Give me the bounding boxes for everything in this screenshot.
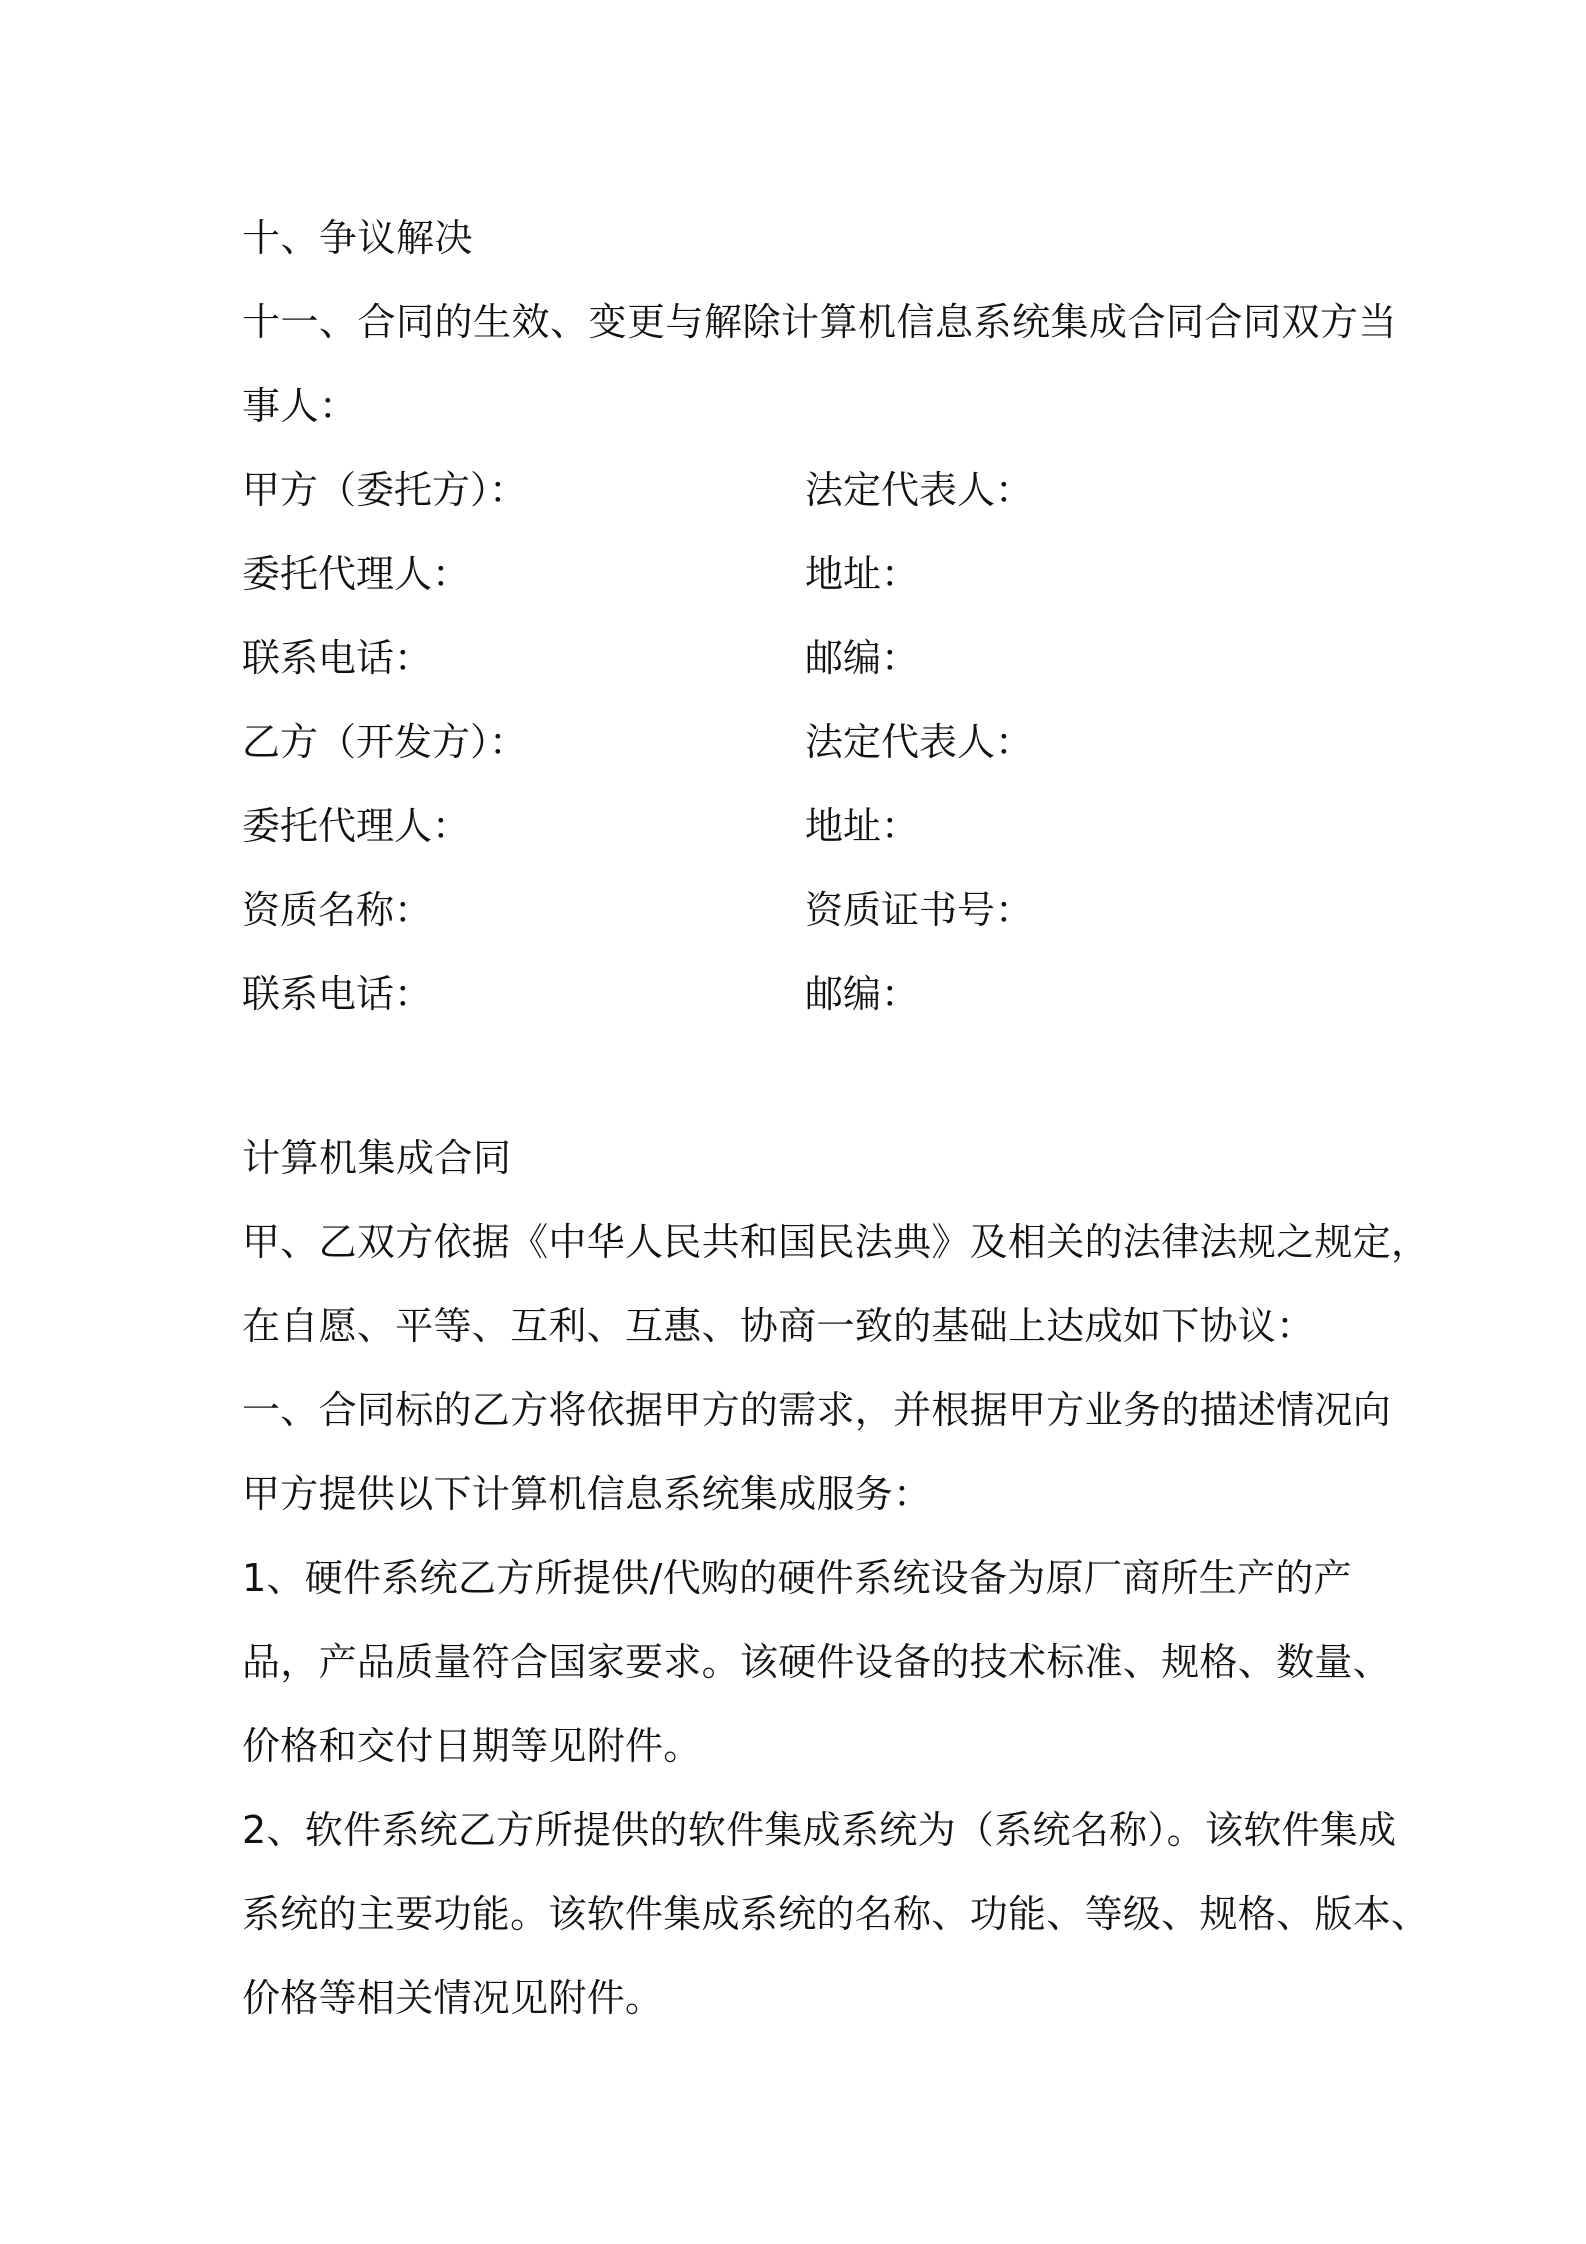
document-body	[242, 196, 1430, 2040]
paragraph-line: 甲、乙双方依据《中华人民共和国民法典》及相关的法律法规之规定，	[242, 1220, 1430, 1264]
paragraph-line: 价格和交付日期等见附件。	[242, 1724, 702, 1768]
heading-dispute-resolution: 十、争议解决	[242, 216, 474, 260]
party-b-certificate-label: 资质证书号：	[805, 888, 1034, 932]
paragraph-line: 在自愿、平等、互利、互惠、协商一致的基础上达成如下协议：	[242, 1304, 1315, 1348]
intro-paragraph	[242, 1200, 1430, 1368]
party-row	[242, 700, 1352, 784]
paragraph-line: 甲方提供以下计算机信息系统集成服务：	[242, 1472, 932, 1516]
contract-title: 计算机集成合同	[242, 1136, 512, 1180]
item-2-software-paragraph	[242, 1788, 1430, 2040]
party-row	[242, 868, 1352, 952]
party-a-legal-rep-label: 法定代表人：	[805, 468, 1034, 512]
party-b-phone-label: 联系电话：	[242, 972, 433, 1016]
heading-contract-effect	[242, 280, 1398, 448]
party-a-agent-label: 委托代理人：	[242, 552, 471, 596]
heading-contract-effect-line: 事人：	[242, 384, 358, 428]
party-a-phone-label: 联系电话：	[242, 636, 433, 680]
party-a-name-label: 甲方（委托方）：	[242, 468, 528, 512]
paragraph-line: 一、合同标的乙方将依据甲方的需求，并根据甲方业务的描述情况向	[242, 1388, 1392, 1432]
item-1-hardware-paragraph	[242, 1536, 1392, 1788]
party-row	[242, 448, 1352, 532]
party-b-postcode-label: 邮编：	[805, 972, 920, 1016]
parties-info-grid	[242, 448, 1352, 1036]
party-row	[242, 784, 1352, 868]
paragraph-line: 品，产品质量符合国家要求。该硬件设备的技术标准、规格、数量、	[242, 1640, 1392, 1684]
party-b-agent-label: 委托代理人：	[242, 804, 471, 848]
party-a-address-label: 地址：	[805, 552, 920, 596]
paragraph-line: 1、硬件系统乙方所提供/代购的硬件系统设备为原厂商所生产的产	[242, 1556, 1352, 1600]
paragraph-line: 2、软件系统乙方所提供的软件集成系统为（系统名称）。该软件集成	[242, 1808, 1397, 1852]
section-spacer	[242, 1036, 1352, 1116]
clause-1-paragraph	[242, 1368, 1392, 1536]
paragraph-line: 价格等相关情况见附件。	[242, 1976, 664, 2020]
paragraph-line: 系统的主要功能。该软件集成系统的名称、功能、等级、规格、版本、	[242, 1892, 1430, 1936]
party-b-address-label: 地址：	[805, 804, 920, 848]
party-row	[242, 952, 1352, 1036]
party-b-legal-rep-label: 法定代表人：	[805, 720, 1034, 764]
heading-contract-effect-line: 十一、合同的生效、变更与解除计算机信息系统集成合同合同双方当	[242, 300, 1398, 344]
party-b-name-label: 乙方（开发方）：	[242, 720, 528, 764]
party-row	[242, 532, 1352, 616]
party-row	[242, 616, 1352, 700]
party-b-qualification-label: 资质名称：	[242, 888, 433, 932]
party-a-postcode-label: 邮编：	[805, 636, 920, 680]
